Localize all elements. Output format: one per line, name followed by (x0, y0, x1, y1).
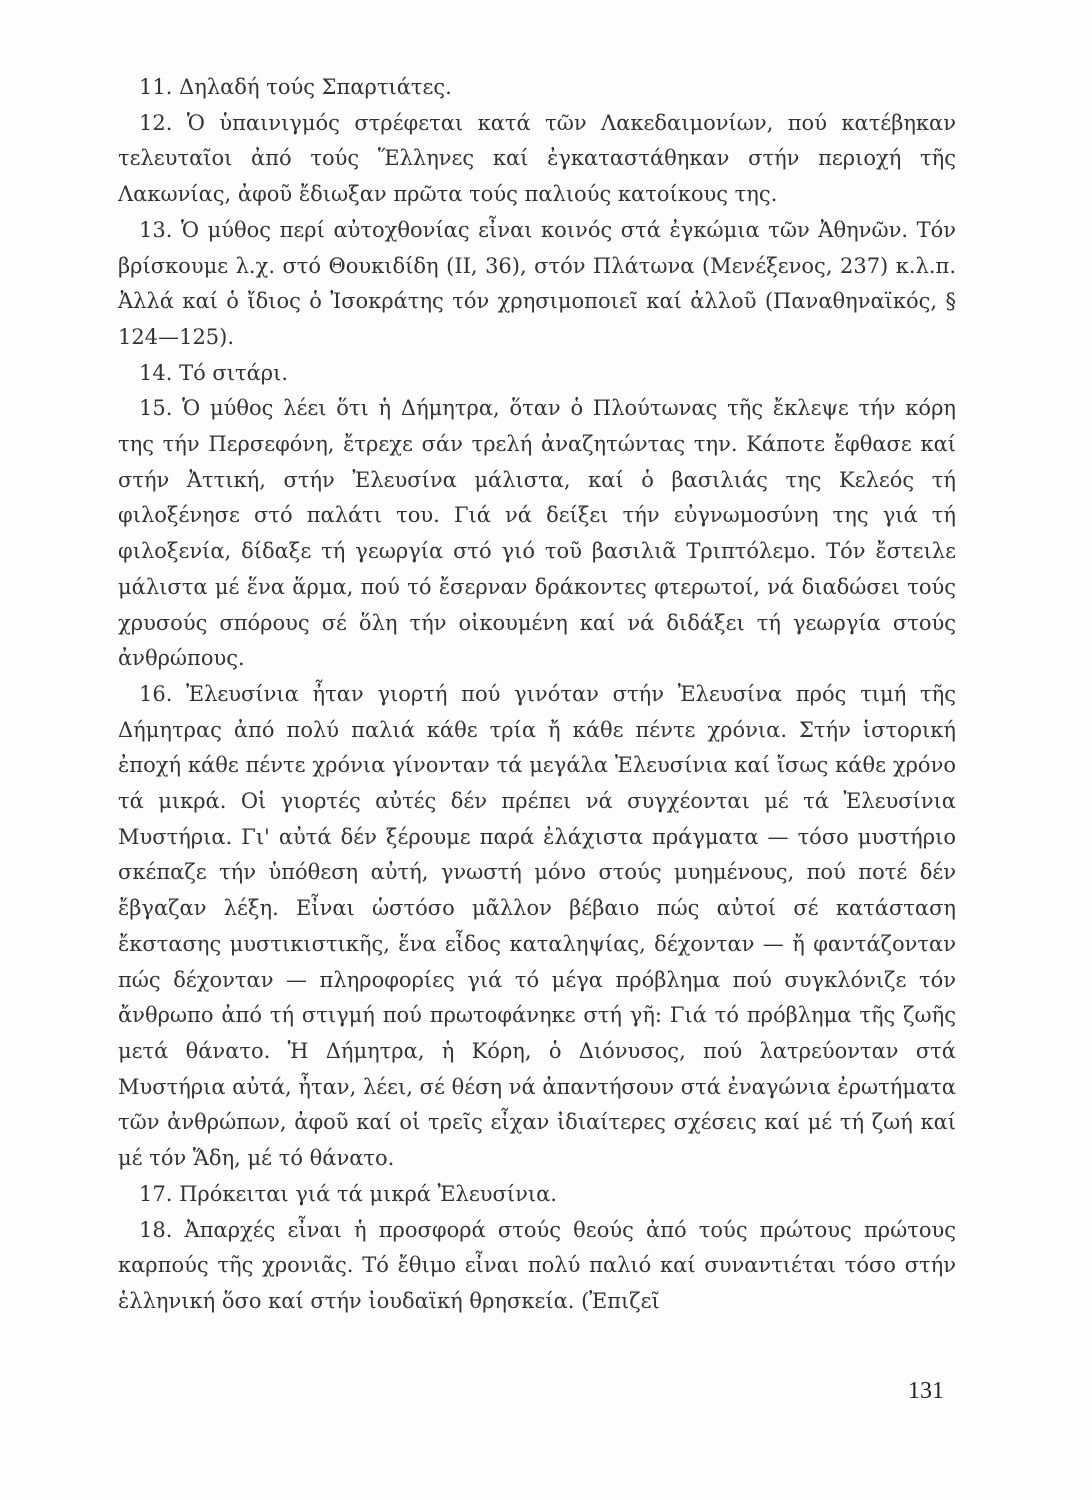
endnote-18: 18. Ἀπαρχές εἶναι ἡ προσφορά στούς θεούς ἀπό τούς πρώτους πρώτους καρπούς τῆς χρονιᾶς. Τό ἔθιμο εἶναι πολύ παλιό καί συναντιέται τόσο στήν ἑλληνική ὅσο καί στήν ἰουδαϊκή θρησκεία. (Ἐπιζεῖ (118, 1217, 956, 1313)
endnote-11: 11. Δηλαδή τούς Σπαρτιάτες. (139, 75, 452, 99)
endnote-12: 12. Ὁ ὑπαινιγμός στρέφεται κατά τῶν Λακεδαιμονίων, πού κατέβηκαν τελευταῖοι ἀπό τούς Ἕλληνες καί ἐγκαταστάθηκαν στήν περιοχή τῆς Λακωνίας, ἀφοῦ ἔδιωξαν πρῶτα τούς παλιούς κατοίκους της. (118, 110, 956, 207)
endnote-13: 13. Ὁ μύθος περί αὐτοχθονίας εἶναι κοινός στά ἐγκώμια τῶν Ἀθηνῶν. Τόν βρίσκουμε λ.χ. στό Θουκιδίδη (II, 36), στόν Πλάτωνα (Μενέξενος, 237) κ.λ.π. Ἀλλά καί ὁ ἴδιος ὁ Ἰσοκράτης τόν χρησιμοποιεῖ καί ἀλλοῦ (Παναθηναϊκός, § 124—125). (118, 217, 956, 349)
endnote-16: 16. Ἐλευσίνια ἦταν γιορτή πού γινόταν στήν Ἐλευσίνα πρός τιμή τῆς Δήμητρας ἀπό πολύ παλιά κάθε τρία ἤ κάθε πέντε χρόνια. Στήν ἱστορική ἐποχή κάθε πέντε χρόνια γίνονταν τά μεγάλα Ἐλευσίνια καί ἴσως κάθε χρόνο τά μικρά. Οἱ γιορτές αὐτές δέν πρέπει νά συγχέονται μέ τά Ἐλευσίνια Μυστήρια. Γι' αὐτά δέν ξέρουμε παρά ἐλάχιστα πράγματα — τόσο μυστήριο σκέπαζε τήν ὑπόθεση αὐτή, γνωστή μόνο στούς μυημένους, πού ποτέ δέν ἔβγαζαν λέξη. Εἶναι ὡστόσο μᾶλλον βέβαιο πώς αὐτοί σέ κατάσταση ἔκστασης μυστικιστικῆς, ἕνα εἶδος καταληψίας, δέχονταν — ἤ φαντάζονταν πώς δέχονταν — πληροφορίες γιά τό μέγα πρόβλημα πού συγκλόνιζε τόν ἄνθρωπο ἀπό τή στιγμή πού πρωτοφάνηκε στή γῆ: Γιά τό πρόβλημα τῆς ζωῆς μετά θάνατο. Ἡ Δήμητρα, ἡ Κόρη, ὁ Διόνυσος, πού λατρεύονταν στά Μυστήρια αὐτά, ἦταν, λέει, σέ θέση νά ἀπαντήσουν στά ἐναγώνια ἐρωτήματα τῶν ἀνθρώπων, ἀφοῦ καί οἱ τρεῖς εἶχαν ἰδιαίτερες σχέσεις καί μέ τή ζωή καί μέ τόν Ἅδη, μέ τό θάνατο. (118, 681, 956, 1171)
endnote-15: 15. Ὁ μύθος λέει ὅτι ἡ Δήμητρα, ὅταν ὁ Πλούτωνας τῆς ἔκλεψε τήν κόρη της τήν Περσεφόνη, ἔτρεχε σάν τρελή ἀναζητώντας την. Κάποτε ἔφθασε καί στήν Ἀττική, στήν Ἐλευσίνα μάλιστα, καί ὁ βασιλιάς της Κελεός τή φιλοξένησε στό παλάτι του. Γιά νά δείξει τήν εὐγνωμοσύνη της γιά τή φιλοξενία, δίδαξε τή γεωργία στό γιό τοῦ βασιλιᾶ Τριπτόλεμο. Τόν ἔστειλε μάλιστα μέ ἕνα ἅρμα, πού τό ἔσερναν δράκοντες φτερωτοί, νά διαδώσει τούς χρυσούς σπόρους σέ ὅλη τήν οἰκουμένη καί νά διδάξει τή γεωργία στούς ἀνθρώπους. (118, 396, 956, 671)
endnote-17: 17. Πρόκειται γιά τά μικρά Ἐλευσίνια. (139, 1181, 557, 1206)
endnotes-block (118, 70, 956, 1320)
page-number: 131 (908, 1378, 944, 1404)
endnote-14: 14. Τό σιτάρι. (139, 360, 289, 385)
